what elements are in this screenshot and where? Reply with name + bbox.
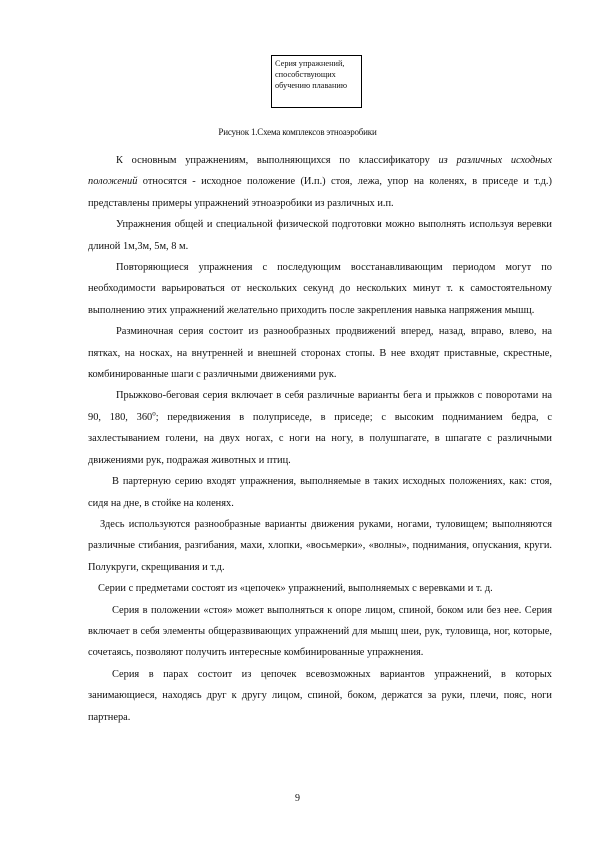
paragraph-text: ; передвижения в полуприседе, в приседе; с высоким подниманием бедра, с захлестыванием голени, на двух ногах, с ноги на ногу, в полушпагате, в шпагате с различными движениями рук, подражая животных и птиц. bbox=[88, 411, 553, 466]
figure-caption: Рисунок 1.Схема комплексов этноаэробики bbox=[218, 127, 377, 137]
body-text bbox=[88, 150, 552, 728]
degree-sign: о bbox=[152, 409, 156, 418]
paragraph: Серии с предметами состоят из «цепочек» упражнений, выполняемых с веревками и т. д. bbox=[98, 583, 493, 595]
diagram-box bbox=[271, 55, 362, 108]
paragraph: Серия в парах состоит из цепочек всевозможных вариантов упражнений, в которых занимающиеся, находясь друг к другу лицом, спиной, боком, держатся за руки, плечи, пояс, ноги партнера. bbox=[88, 668, 552, 723]
paragraph-text: Прыжково-беговая серия включает в себя различные варианты бега и прыжков с поворотами на 90, 180, 360 bbox=[88, 390, 552, 423]
paragraph: Здесь используются разнообразные варианты движения руками, ногами, туловищем; выполняются различные стибания, разгибания, махи, хлопки, «восьмерки», «волны», поднимания, опускания, круги. Полукруги, скрещивания и т.д. bbox=[88, 518, 552, 573]
paragraph: Повторяющиеся упражнения с последующим восстанавливающим периодом могут по необходимости варьироваться от нескольких секунд до нескольких минут т. к самостоятельному выполнению этих упражнений желательно приходить после закрепления навыка напряжения мышц. bbox=[88, 262, 552, 316]
paragraph bbox=[88, 150, 552, 214]
paragraph: Упражнения общей и специальной физической подготовки можно выполнять используя веревки длиной 1м,3м, 5м, 8 м. bbox=[88, 219, 552, 252]
paragraph: Серия в положении «стоя» может выполняться к опоре лицом, спиной, боком или без нее. Серия включает в себя элементы общеразвивающих упражнений для мышц шеи, рук, туловища, ног, которые, сочетаясь, позволяют получить интересные комбинированные упражнения. bbox=[88, 604, 552, 659]
diagram-box-line: обучению плаванию bbox=[275, 81, 348, 90]
diagram-box-line: Серия упражнений, bbox=[275, 59, 345, 68]
paragraph-text: относятся - исходное положение (И.п.) стоя, лежа, упор на коленях, в приседе и т.д.) представлены примеры упражнений этноаэробики из различных и.п. bbox=[88, 176, 552, 209]
paragraph: В партерную серию входят упражнения, выполняемые в таких исходных положениях, как: стоя, сидя на дне, в стойке на коленях. bbox=[88, 476, 552, 509]
paragraph-italic-text: из различных исходных положений bbox=[88, 155, 552, 188]
diagram-box-line: способствующих bbox=[275, 70, 336, 79]
paragraph bbox=[88, 385, 552, 471]
paragraph: Разминочная серия состоит из разнообразных продвижений вперед, назад, вправо, влево, на пятках, на носках, на внутренней и внешней сторонах стопы. В нее входят приставные, скрестные, комбинированные шаги с различными движениями рук. bbox=[88, 326, 552, 381]
paragraph-text: К основным упражнениям, выполняющихся по классификатору bbox=[116, 155, 439, 166]
page-number: 9 bbox=[295, 793, 300, 804]
